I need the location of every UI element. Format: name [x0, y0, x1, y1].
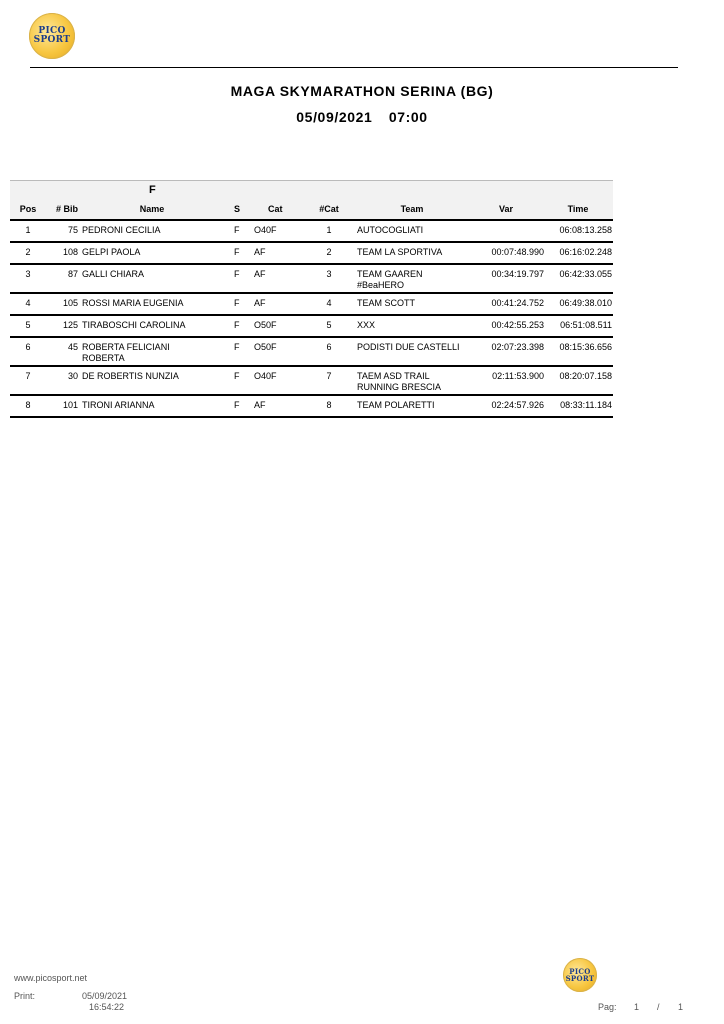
cell-team: TEAM GAAREN #BeaHERO: [357, 269, 423, 290]
column-headers: [10, 199, 613, 221]
cell-cat: AF: [254, 247, 266, 257]
cell-name: PEDRONI CECILIA: [82, 225, 161, 235]
cell-team: TEAM SCOTT: [357, 298, 415, 308]
cell-var: 02:24:57.926: [491, 400, 544, 410]
footer-print-time: 16:54:22: [89, 1002, 125, 1012]
cell-ncat: 5: [326, 320, 332, 330]
cell-name: TIRABOSCHI CAROLINA: [82, 320, 186, 330]
cell-var: 00:42:55.253: [491, 320, 544, 330]
cell-s: F: [234, 320, 240, 330]
cell-ncat: 1: [326, 225, 332, 235]
cell-var: 00:34:19.797: [491, 269, 544, 279]
cell-name: DE ROBERTIS NUNZIA: [82, 371, 179, 381]
cell-name: ROBERTA FELICIANI ROBERTA: [82, 342, 170, 363]
cell-bib: 105: [62, 298, 78, 308]
cell-s: F: [234, 225, 240, 235]
cell-s: F: [234, 371, 240, 381]
cell-name: GELPI PAOLA: [82, 247, 141, 257]
cell-cat: O40F: [254, 225, 277, 235]
col-cat: Cat: [268, 204, 283, 214]
header-divider: [30, 67, 678, 68]
col-time: Time: [567, 204, 589, 214]
cell-ncat: 6: [326, 342, 332, 352]
cell-cat: O40F: [254, 371, 277, 381]
cell-bib: 125: [62, 320, 78, 330]
event-time: 07:00: [388, 109, 428, 125]
table-row: [10, 396, 613, 418]
event-title: MAGA SKYMARATHON SERINA (BG): [230, 83, 494, 99]
cell-bib: 101: [62, 400, 78, 410]
cell-var: 00:07:48.990: [491, 247, 544, 257]
table-row: [10, 338, 613, 367]
cell-team: TEAM POLARETTI: [357, 400, 435, 410]
cell-bib: 30: [67, 371, 78, 381]
cell-s: F: [234, 342, 240, 352]
cell-s: F: [234, 247, 240, 257]
cell-pos: 7: [25, 371, 31, 381]
cell-bib: 108: [62, 247, 78, 257]
col-team: Team: [400, 204, 424, 214]
cell-ncat: 3: [326, 269, 332, 279]
cell-team: TAEM ASD TRAIL RUNNING BRESCIA: [357, 371, 442, 392]
results-table: [10, 180, 613, 418]
cell-bib: 87: [67, 269, 78, 279]
cell-time: 06:08:13.258: [559, 225, 612, 235]
cell-bib: 45: [67, 342, 78, 352]
cell-cat: O50F: [254, 342, 277, 352]
cell-var: 00:41:24.752: [491, 298, 544, 308]
footer-page-current: 1: [634, 1002, 640, 1012]
table-row: [10, 367, 613, 396]
cell-time: 06:42:33.055: [559, 269, 612, 279]
cell-cat: AF: [254, 269, 266, 279]
group-label: F: [149, 184, 156, 196]
col-bib: # Bib: [55, 204, 78, 214]
col-name: Name: [139, 204, 165, 214]
col-s: S: [234, 204, 241, 214]
table-row: [10, 316, 613, 338]
cell-name: GALLI CHIARA: [82, 269, 145, 279]
cell-pos: 6: [25, 342, 31, 352]
logo-line2: SPORT: [33, 35, 71, 45]
col-pos: Pos: [19, 204, 37, 214]
cell-pos: 1: [25, 225, 31, 235]
footer-print-label: Print:: [14, 991, 36, 1001]
cell-pos: 4: [25, 298, 31, 308]
cell-time: 06:16:02.248: [559, 247, 612, 257]
logo-line1: PICO: [38, 26, 66, 36]
cell-s: F: [234, 269, 240, 279]
cell-team: PODISTI DUE CASTELLI: [357, 342, 460, 352]
cell-time: 08:15:36.656: [559, 342, 612, 352]
cell-cat: O50F: [254, 320, 277, 330]
cell-name: TIRONI ARIANNA: [82, 400, 155, 410]
logo-footer-line2: SPORT: [565, 974, 595, 983]
col-var: Var: [498, 204, 513, 214]
cell-ncat: 8: [326, 400, 332, 410]
event-datetime: [0, 109, 724, 125]
col-ncat: #Cat: [319, 204, 339, 214]
cell-cat: AF: [254, 400, 266, 410]
footer-page-sep: /: [657, 1002, 660, 1012]
cell-ncat: 7: [326, 371, 332, 381]
footer-website: www.picosport.net: [14, 973, 88, 983]
cell-var: 02:11:53.900: [492, 371, 544, 381]
cell-pos: 3: [25, 269, 31, 279]
cell-cat: AF: [254, 298, 266, 308]
cell-ncat: 2: [326, 247, 332, 257]
picosport-logo: [29, 13, 75, 59]
logo-footer-line1: PICO: [569, 967, 591, 976]
cell-team: XXX: [357, 320, 376, 330]
cell-pos: 5: [25, 320, 31, 330]
footer-print-date: 05/09/2021: [82, 991, 128, 1001]
cell-bib: 75: [67, 225, 78, 235]
table-row: [10, 221, 613, 243]
cell-team: AUTOCOGLIATI: [357, 225, 424, 235]
cell-time: 08:20:07.158: [559, 371, 612, 381]
table-row: [10, 265, 613, 294]
event-date: 05/09/2021: [296, 109, 373, 125]
cell-time: 06:51:08.511: [560, 320, 612, 330]
footer-page-label: Pag:: [598, 1002, 617, 1012]
cell-s: F: [234, 400, 240, 410]
table-row: [10, 294, 613, 316]
results-rows: [10, 221, 613, 418]
footer-page-total: 1: [678, 1002, 684, 1012]
cell-name: ROSSI MARIA EUGENIA: [82, 298, 184, 308]
cell-pos: 8: [25, 400, 31, 410]
cell-var: 02:07:23.398: [491, 342, 544, 352]
group-header: [10, 180, 613, 199]
cell-time: 08:33:11.184: [560, 400, 612, 410]
cell-ncat: 4: [326, 298, 332, 308]
table-row: [10, 243, 613, 265]
cell-time: 06:49:38.010: [559, 298, 612, 308]
cell-s: F: [234, 298, 240, 308]
cell-team: TEAM LA SPORTIVA: [357, 247, 443, 257]
picosport-logo-footer: [563, 958, 597, 992]
cell-pos: 2: [25, 247, 31, 257]
